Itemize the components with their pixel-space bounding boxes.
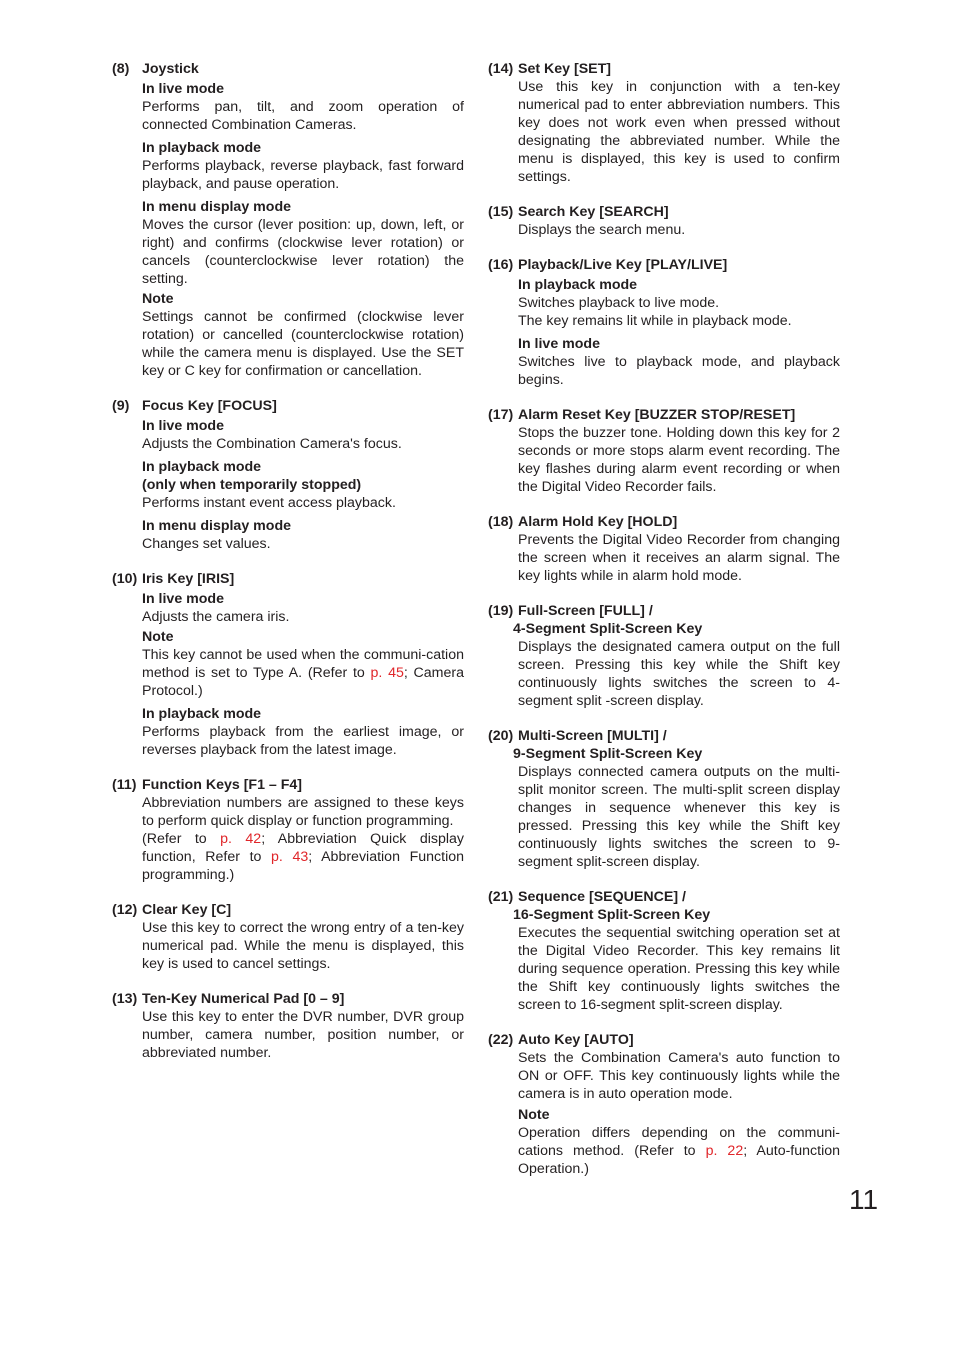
text-run: Operation differs depending on the communi-cations method. (Refer to xyxy=(518,1125,840,1159)
paragraph: Performs pan, tilt, and zoom operation of connected Combination Cameras. xyxy=(142,99,464,133)
spec-item xyxy=(112,990,464,1062)
item-body xyxy=(112,80,464,380)
item-title: Alarm Reset Key [BUZZER STOP/RESET] xyxy=(518,407,796,423)
section-title: In playback mode xyxy=(142,459,262,475)
item-title: Function Keys [F1 – F4] xyxy=(142,777,303,793)
item-title: Playback/Live Key [PLAY/LIVE] xyxy=(518,257,728,273)
left-column xyxy=(112,60,464,1079)
spec-item xyxy=(488,888,840,1014)
item-title: Set Key [SET] xyxy=(518,61,612,77)
item-body xyxy=(112,1008,464,1062)
spec-item xyxy=(112,397,464,553)
paragraph xyxy=(142,830,464,884)
section-title: In live mode xyxy=(518,336,600,352)
item-body xyxy=(488,531,840,585)
text-run: ; Auto-function Operation.) xyxy=(518,1143,841,1177)
item-title: Multi-Screen [MULTI] / xyxy=(518,728,667,744)
item-heading xyxy=(112,570,464,588)
text-run: ; Abbreviation Function programming.) xyxy=(142,849,464,883)
paragraph: Changes set values. xyxy=(142,536,271,552)
paragraph: Moves the cursor (lever position: up, down, left, or right) and confirms (clockwise lever rotation) or cancels (counterclockwise lever rotation) the setting. xyxy=(142,217,464,287)
item-heading xyxy=(112,990,464,1008)
paragraph: Sets the Combination Camera's auto function to ON or OFF. This key continuously lights while the camera is in auto operation mode. xyxy=(518,1050,840,1102)
section-title: In live mode xyxy=(142,591,224,607)
spec-item xyxy=(488,727,840,871)
spec-item xyxy=(488,602,840,710)
paragraph: Use this key to enter the DVR number, DVR group number, camera number, position number, or abbreviated number. xyxy=(142,1009,464,1061)
item-number: (17) xyxy=(488,407,514,423)
paragraph: Prevents the Digital Video Recorder from changing the screen when it receives an alarm signal. The key lights while in alarm hold mode. xyxy=(518,532,840,584)
page-number: 11 xyxy=(849,1184,879,1215)
paragraph: Performs playback from the earliest image, or reverses playback from the latest image. xyxy=(142,724,464,758)
item-title: Full-Screen [FULL] / xyxy=(518,603,653,619)
paragraph: Stops the buzzer tone. Holding down this key for 2 seconds or more stops alarm event recording. The key flashes during alarm event recording or when the Digital Video Recorder fails. xyxy=(518,425,840,495)
paragraph: Switches playback to live mode. xyxy=(518,295,720,311)
paragraph: Displays connected camera outputs on the multi-split monitor screen. The multi-split screen display changes in sequence whenever this key is pressed. Pressing this key while the Shift key continuously lights switches the screen to 9-segment split-screen display. xyxy=(518,764,840,870)
item-heading xyxy=(488,256,840,274)
mode-section xyxy=(142,198,464,288)
item-body xyxy=(488,78,840,186)
item-body xyxy=(488,763,840,871)
item-heading xyxy=(488,513,840,531)
paragraph: Switches live to playback mode, and playback begins. xyxy=(518,354,840,388)
item-body xyxy=(488,924,840,1014)
paragraph: Settings cannot be confirmed (clockwise lever rotation) or cancelled (counterclockwise rotation) while the camera menu is displayed. Use the SET key or C key for confirmation or cancellation. xyxy=(142,309,464,379)
item-heading xyxy=(112,60,464,78)
paragraph: Performs playback, reverse playback, fast forward playback, and pause operation. xyxy=(142,158,464,192)
section-title: In playback mode xyxy=(518,277,638,293)
item-number: (9) xyxy=(112,398,130,414)
mode-section xyxy=(142,590,464,626)
item-title: Search Key [SEARCH] xyxy=(518,204,669,220)
item-title: Clear Key [C] xyxy=(142,902,232,918)
item-number: (20) xyxy=(488,728,514,744)
section-title: Note xyxy=(518,1107,550,1123)
item-number: (8) xyxy=(112,61,130,77)
item-heading xyxy=(488,60,840,78)
spec-item xyxy=(112,570,464,759)
item-heading xyxy=(488,727,840,745)
item-title: Ten-Key Numerical Pad [0 – 9] xyxy=(142,991,345,1007)
paragraph: Abbreviation numbers are assigned to these keys to perform quick display or function programming. xyxy=(142,795,464,829)
item-body xyxy=(112,417,464,553)
spec-item xyxy=(488,256,840,389)
mode-section xyxy=(142,139,464,193)
text-run: ; Camera Protocol.) xyxy=(142,665,465,699)
item-body xyxy=(488,638,840,710)
item-number: (22) xyxy=(488,1032,514,1048)
item-number: (10) xyxy=(112,571,138,587)
item-heading xyxy=(112,901,464,919)
mode-section xyxy=(142,290,464,380)
spec-item xyxy=(112,60,464,380)
item-body xyxy=(488,221,840,239)
page-link[interactable]: p. 22 xyxy=(705,1143,744,1159)
item-heading xyxy=(488,406,840,424)
text-run: (Refer to xyxy=(142,831,221,847)
item-title: Iris Key [IRIS] xyxy=(142,571,235,587)
paragraph: Use this key to correct the wrong entry of a ten-key numerical pad. While the menu is displayed, this key is used to cancel settings. xyxy=(142,920,464,972)
right-column xyxy=(488,60,840,1195)
item-number: (21) xyxy=(488,889,514,905)
item-subtitle: 16-Segment Split-Screen Key xyxy=(513,907,711,923)
item-title: Auto Key [AUTO] xyxy=(518,1032,634,1048)
item-subtitle: 4-Segment Split-Screen Key xyxy=(513,621,703,637)
text-run: This key cannot be used when the communi-cation method is set to Type A. (Refer to xyxy=(142,647,464,681)
spec-item xyxy=(488,60,840,186)
item-number: (11) xyxy=(112,777,137,793)
mode-section xyxy=(518,1106,840,1178)
item-body xyxy=(112,794,464,884)
item-title: Sequence [SEQUENCE] / xyxy=(518,889,686,905)
spec-item xyxy=(488,1031,840,1178)
section-title: Note xyxy=(142,291,174,307)
item-number: (12) xyxy=(112,902,138,918)
section-title: In menu display mode xyxy=(142,199,291,215)
item-number: (15) xyxy=(488,204,514,220)
mode-section xyxy=(142,417,464,453)
paragraph: Use this key in conjunction with a ten-key numerical pad to enter abbreviation numbers. This key does not work even when pressed without designating the abbreviated number. While the menu is displayed, this key is used to confirm settings. xyxy=(518,79,840,185)
mode-section xyxy=(142,628,464,700)
paragraph: Adjusts the camera iris. xyxy=(142,609,290,625)
item-title: Alarm Hold Key [HOLD] xyxy=(518,514,678,530)
section-title: In menu display mode xyxy=(142,518,291,534)
paragraph: Executes the sequential switching operation set at the Digital Video Recorder. This key remains lit during sequence operation. Pressing this key while the Shift key continuously lights switches the screen to 16-segment split-screen display. xyxy=(518,925,840,1013)
paragraph: Adjusts the Combination Camera's focus. xyxy=(142,436,402,452)
mode-section xyxy=(142,517,464,553)
section-title: In playback mode xyxy=(142,706,262,722)
item-title: Joystick xyxy=(142,61,199,77)
section-title: In playback mode xyxy=(142,140,262,156)
section-title: In live mode xyxy=(142,81,224,97)
spec-item xyxy=(488,513,840,585)
item-number: (14) xyxy=(488,61,514,77)
item-body xyxy=(112,590,464,759)
page-link[interactable]: p. 42 xyxy=(220,831,262,847)
item-number: (18) xyxy=(488,514,514,530)
item-body xyxy=(488,1049,840,1178)
section-title: Note xyxy=(142,629,174,645)
item-heading xyxy=(112,397,464,415)
item-number: (16) xyxy=(488,257,514,273)
page-link[interactable]: p. 43 xyxy=(271,849,309,865)
item-body xyxy=(488,424,840,496)
paragraph xyxy=(142,646,464,700)
paragraph: The key remains lit while in playback mode. xyxy=(518,313,792,329)
mode-section xyxy=(142,458,464,512)
item-heading xyxy=(112,776,464,794)
paragraph: Displays the search menu. xyxy=(518,222,686,238)
item-title: Focus Key [FOCUS] xyxy=(142,398,277,414)
item-body xyxy=(488,276,840,389)
section-title: In live mode xyxy=(142,418,224,434)
mode-section xyxy=(142,80,464,134)
item-heading xyxy=(488,602,840,620)
text-run: ; Abbreviation Quick display function, Refer to xyxy=(142,831,464,865)
mode-section xyxy=(518,276,840,330)
item-subtitle: 9-Segment Split-Screen Key xyxy=(513,746,703,762)
paragraph: Performs instant event access playback. xyxy=(142,495,396,511)
item-body xyxy=(112,919,464,973)
spec-item xyxy=(112,901,464,973)
page-link[interactable]: p. 45 xyxy=(370,665,404,681)
item-heading xyxy=(488,1031,840,1049)
spec-item xyxy=(488,406,840,496)
mode-section xyxy=(518,335,840,389)
mode-section xyxy=(142,705,464,759)
paragraph xyxy=(518,1124,840,1178)
item-number: (13) xyxy=(112,991,138,1007)
paragraph: Displays the designated camera output on the full screen. Pressing this key while the Shift key continuously lights switches the screen to 4-segment split -screen display. xyxy=(518,639,840,709)
item-heading xyxy=(488,888,840,906)
spec-item xyxy=(488,203,840,239)
spec-item xyxy=(112,776,464,884)
item-heading xyxy=(488,203,840,221)
item-number: (19) xyxy=(488,603,514,619)
section-subtitle: (only when temporarily stopped) xyxy=(142,477,362,493)
